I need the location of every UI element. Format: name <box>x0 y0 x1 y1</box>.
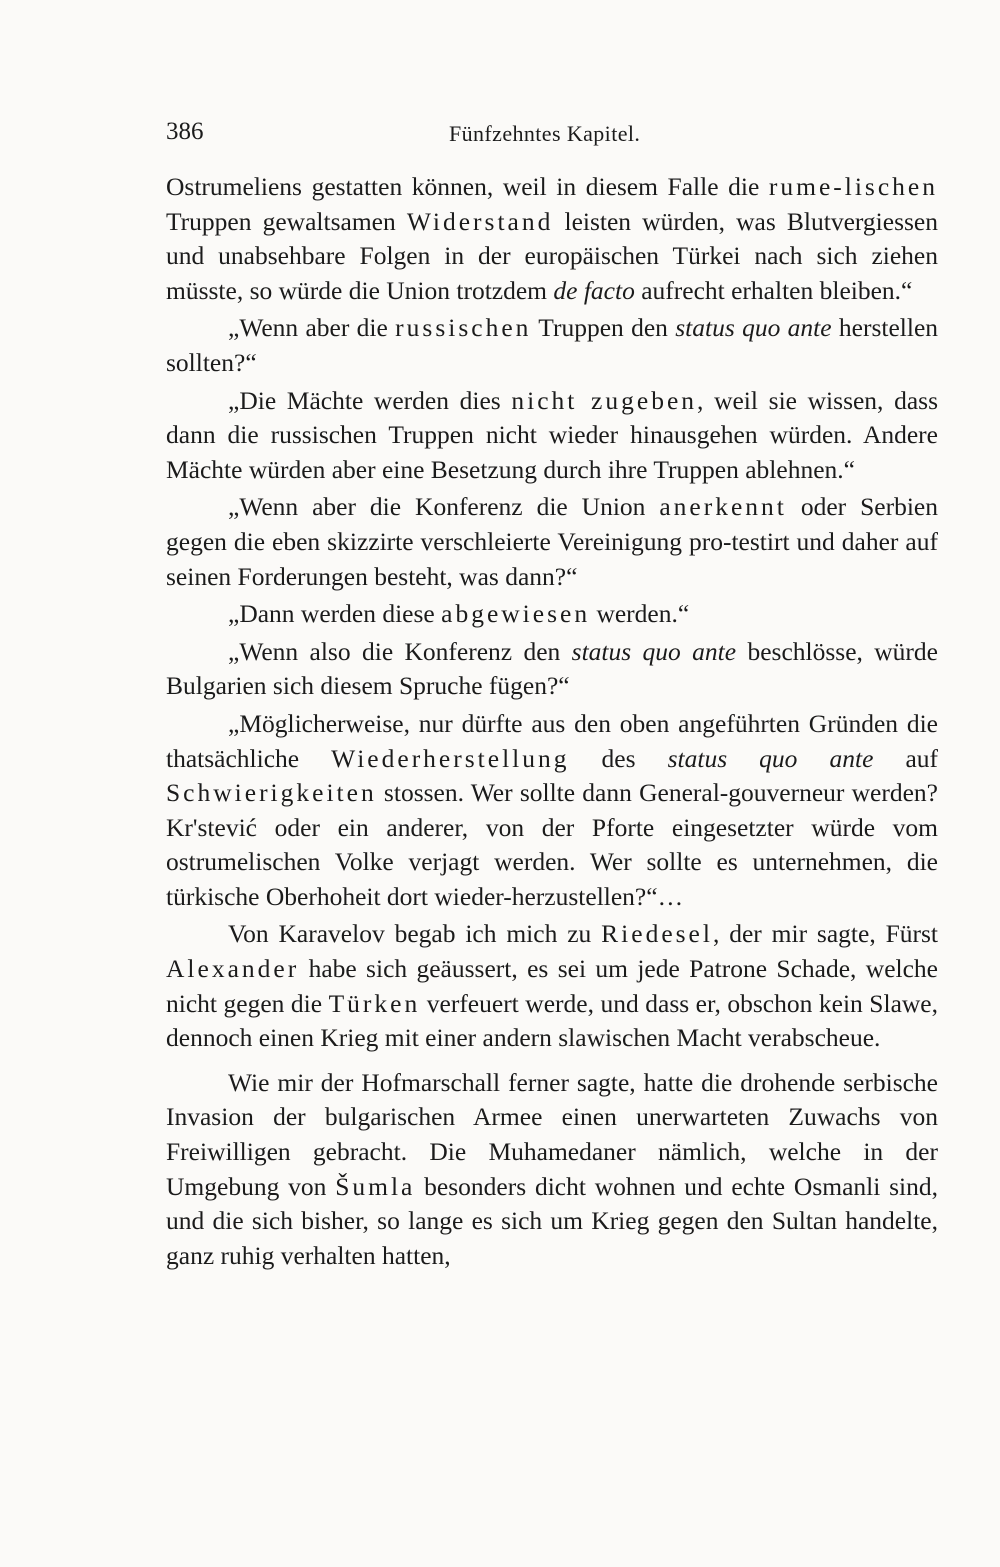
text-run: Ostrumeliens gestatten können, weil in diesem Falle die <box>166 172 769 201</box>
page-number: 386 <box>166 118 204 145</box>
italic-phrase: de facto <box>553 275 635 305</box>
text-run: aufrecht erhalten bleiben.“ <box>634 275 913 305</box>
running-head: Fünfzehntes Kapitel. <box>449 121 641 146</box>
text-run: „Wenn also die Konferenz den <box>228 636 572 666</box>
spaced-emphasis: Widerstand <box>406 206 554 236</box>
spaced-emphasis: nicht zugeben <box>511 385 698 415</box>
text-run: herstellen sollten?“ <box>166 313 939 377</box>
text-run: Wie mir der Hofmarschall ferner sagte, hatte die drohende serbische Invasion der bulgarischen Armee einen unerwarteten Zuwachs von Freiwilligen gebracht. Die Muhamedaner nämlich, welche in der Umgebung von <box>166 1067 938 1201</box>
page-header <box>166 118 938 154</box>
italic-phrase: status quo ante <box>571 636 737 666</box>
spaced-emphasis: Türken <box>328 988 421 1018</box>
paragraph <box>166 311 938 380</box>
text-run: des <box>569 743 668 773</box>
text-run: „Wenn aber die Konferenz die Union <box>228 492 660 522</box>
text-run: „Die Mächte werden dies <box>228 385 512 415</box>
spaced-emphasis: Schwierigkeiten <box>166 778 377 808</box>
spaced-emphasis: rume-lischen <box>768 172 938 201</box>
spaced-emphasis: Šumla <box>335 1171 416 1201</box>
text-run: werden.“ <box>590 599 690 629</box>
text-run: beschlösse, würde Bulgarien sich diesem Spruche fügen?“ <box>166 636 938 701</box>
text-run: Truppen gewaltsamen <box>166 206 407 236</box>
paragraph <box>166 597 938 632</box>
body-text <box>166 170 938 1276</box>
text-run: stossen. Wer sollte dann General-gouverneur werden? Kr'stević oder ein anderer, von der Pforte eingesetzter würde vom ostrumelischen Volke verjagt werden. Wer sollte es unternehmen, die türkische Oberhoheit dort wieder-herzustellen?“… <box>166 778 938 911</box>
text-run: „Dann werden diese <box>228 599 442 629</box>
paragraph <box>166 170 938 308</box>
text-run: Truppen den <box>531 313 676 343</box>
text-run: verfeuert werde, und dass er, obschon kein Slawe, dennoch einen Krieg mit einer andern slawischen Macht verabscheue. <box>166 988 938 1053</box>
paragraph <box>166 635 938 704</box>
text-run: Von Karavelov begab ich mich zu <box>228 919 602 949</box>
spaced-emphasis: Alexander <box>166 954 300 984</box>
text-run: habe sich geäussert, es sei um jede Patrone Schade, welche nicht gegen die <box>166 954 938 1018</box>
text-run: leisten würden, was Blutvergiessen und unabsehbare Folgen in der europäischen Türkei nach sich ziehen müsste, so würde die Union trotzdem <box>166 206 938 305</box>
paragraph <box>166 490 938 594</box>
paragraph <box>166 1066 938 1274</box>
text-run: , weil sie wissen, dass dann die russischen Truppen nicht wieder hinausgehen würden. Andere Mächte würden aber eine Besetzung durch ihre Truppen ablehnen.“ <box>166 385 939 484</box>
text-run: auf <box>873 743 939 773</box>
text-run: „Wenn aber die <box>228 313 396 343</box>
spaced-emphasis: Riedesel <box>601 919 713 949</box>
paragraph <box>166 707 938 915</box>
italic-phrase: status quo ante <box>675 313 832 343</box>
text-run: oder Serbien gegen die eben skizzirte verschleierte Vereinigung pro-testirt und daher auf seinen Forderungen besteht, was dann?“ <box>166 492 938 591</box>
text-run: besonders dicht wohnen und echte Osmanli sind, und die sich bisher, so lange es sich um Krieg gegen den Sultan handelte, ganz ruhig verhalten hatten, <box>166 1171 939 1270</box>
italic-phrase: status quo ante <box>667 743 874 773</box>
spaced-emphasis: anerkennt <box>659 492 787 522</box>
spaced-emphasis: Wiederherstellung <box>331 743 570 773</box>
spaced-emphasis: russischen <box>395 313 532 343</box>
paragraph <box>166 917 938 1055</box>
spaced-emphasis: abgewiesen <box>441 599 591 629</box>
paragraph <box>166 384 938 488</box>
text-run: , der mir sagte, Fürst <box>712 919 938 949</box>
text-run: „Möglicherweise, nur dürfte aus den oben angeführten Gründen die thatsächliche <box>166 708 938 773</box>
